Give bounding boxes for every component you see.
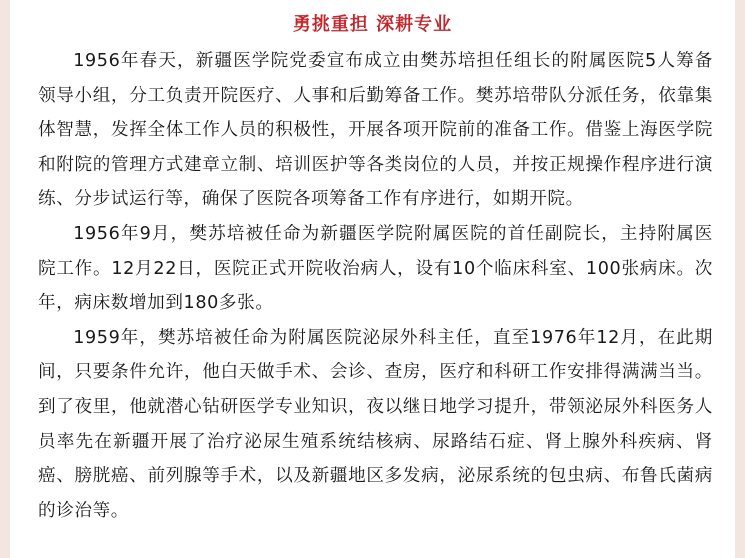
article-body: [38, 44, 713, 528]
paragraph-1: 1956年春天，新疆医学院党委宣布成立由樊苏培担任组长的附属医院5人筹备领导小组，分工负责开院医疗、人事和后勤筹备工作。樊苏培带队分派任务，依靠集体智慧，发挥全体工作人员的积极性，开展各项开院前的准备工作。借鉴上海医学院和附院的管理方式建章立制、培训医护等各类岗位的人员，并按正规操作程序进行演练、分步试运行等，确保了医院各项筹备工作有序进行，如期开院。: [38, 51, 713, 210]
paragraph-3: 1959年，樊苏培被任命为附属医院泌尿外科主任，直至1976年12月，在此期间，只要条件允许，他白天做手术、会诊、查房，医疗和科研工作安排得满满当当。到了夜里，他就潜心钻研医学专业知识，夜以继日地学习提升，带领泌尿外科医务人员率先在新疆开展了治疗泌尿生殖系统结核病、尿路结石症、肾上腺外科疾病、肾癌、膀胱癌、前列腺等手术，以及新疆地区多发病，泌尿系统的包虫病、布鲁氏菌病的诊治等。: [38, 327, 713, 521]
section-heading: 勇挑重担 深耕专业: [292, 14, 453, 35]
paragraph-2: 1956年9月，樊苏培被任命为新疆医学院附属医院的首任副院长，主持附属医院工作。12月22日，医院正式开院收治病人，设有10个临床科室、100张病床。次年，病床数增加到180多张。: [38, 223, 713, 314]
